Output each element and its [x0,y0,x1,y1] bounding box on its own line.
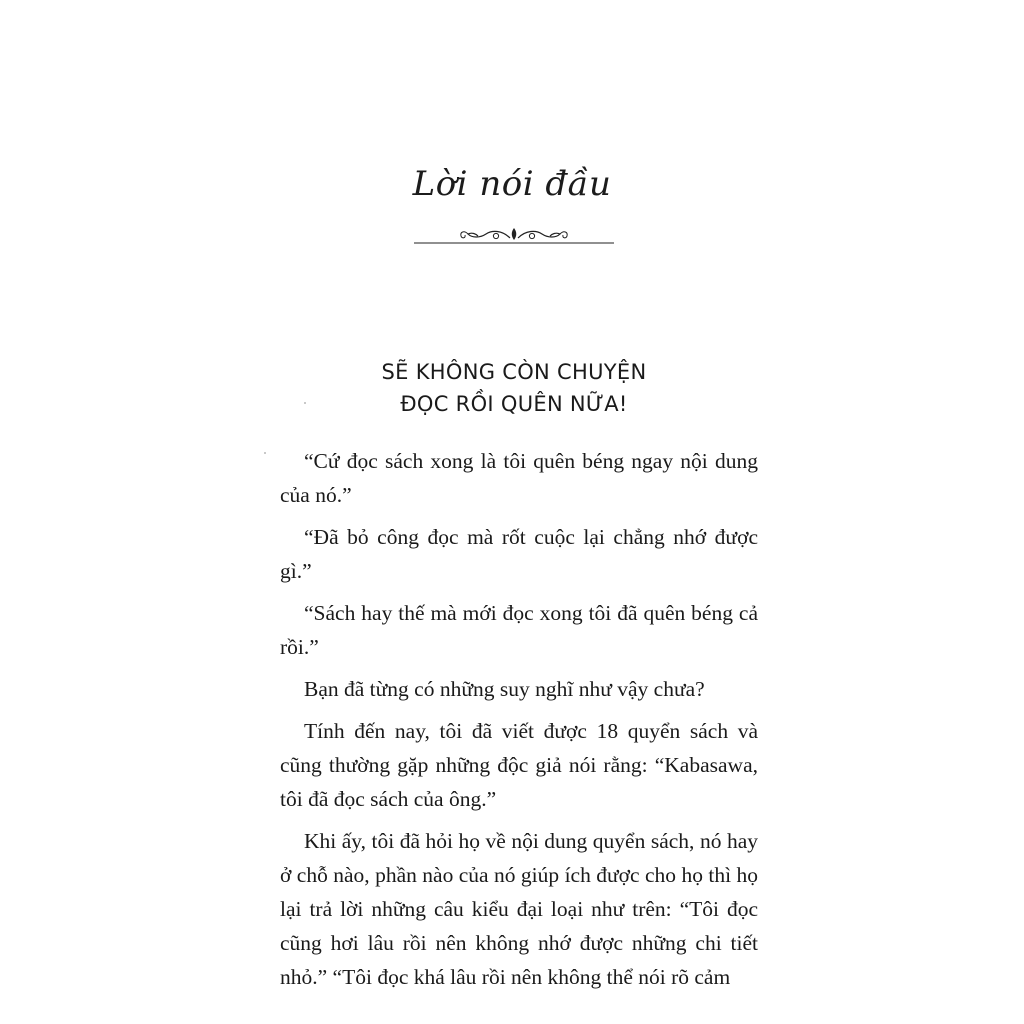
chapter-heading [0,158,1024,210]
section-title [0,356,1024,420]
paragraph-3: “Sách hay thế mà mới đọc xong tôi đã quên béng cả rồi.” [280,601,758,659]
paper-speck [304,402,306,404]
paper-speck [264,452,266,454]
paragraph-4: Bạn đã từng có những suy nghĩ như vậy chưa? [304,677,705,701]
chapter-title: Lời nói đầu [412,164,612,204]
paragraph-1: “Cứ đọc sách xong là tôi quên béng ngay nội dung của nó.” [280,449,758,507]
paragraph-6: Khi ấy, tôi đã hỏi họ về nội dung quyển sách, nó hay ở chỗ nào, phần nào của nó giúp ích được cho họ thì họ lại trả lời những câu kiểu đại loại như trên: “Tôi đọc cũng hơi lâu rồi nên không nhớ được những chi tiết nhỏ.” “Tôi đọc khá lâu rồi nên không thể nói rõ cảm [280,829,758,989]
body-text [280,444,758,1002]
section-title-line-1: SẼ KHÔNG CÒN CHUYỆN [381,360,647,384]
paragraph-5: Tính đến nay, tôi đã viết được 18 quyển sách và cũng thường gặp những độc giả nói rằng: “Kabasawa, tôi đã đọc sách của ông.” [280,719,758,811]
section-title-line-2: ĐỌC RỒI QUÊN NỮA! [400,392,628,416]
paragraph-2: “Đã bỏ công đọc mà rốt cuộc lại chẳng nhớ được gì.” [280,525,758,583]
ornament-divider-icon [412,222,616,248]
